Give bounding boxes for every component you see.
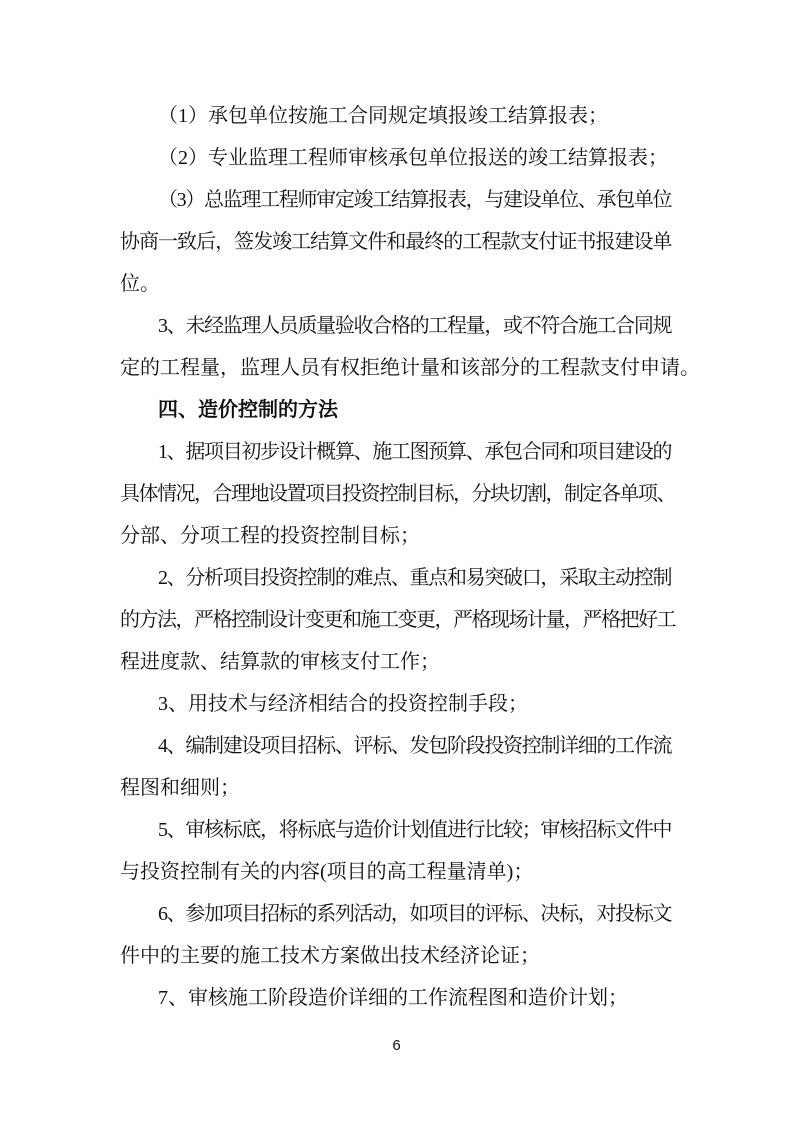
paragraph xyxy=(120,305,700,389)
text-line: 6、参加项目招标的系列活动，如项目的评标、决标，对投标文 xyxy=(158,903,671,925)
text-line: 位。 xyxy=(120,273,160,295)
text-line: 定的工程量，监理人员有权拒绝计量和该部分的工程款支付申请。 xyxy=(120,357,700,379)
paragraph xyxy=(120,809,671,893)
text-line: 程进度款、结算款的审核支付工作； xyxy=(120,651,440,673)
text-line: 5、审核标底，将标底与造价计划值进行比较；审核招标文件中 xyxy=(158,819,671,841)
paragraph xyxy=(120,725,671,809)
text-line: 的方法，严格控制设计变更和施工变更，严格现场计量，严格把好工 xyxy=(120,609,675,631)
paragraph xyxy=(120,95,671,137)
text-line: 分部、分项工程的投资控制目标； xyxy=(120,525,420,547)
paragraph xyxy=(120,683,671,725)
paragraph xyxy=(120,977,671,1019)
text-line: 件中的主要的施工技术方案做出技术经济论证； xyxy=(120,945,540,967)
text-line: 程图和细则； xyxy=(120,777,240,799)
text-line: （1）承包单位按施工合同规定填报竣工结算报表； xyxy=(158,105,608,127)
text-line: 3、未经监理人员质量验收合格的工程量，或不符合施工合同规 xyxy=(158,315,671,337)
text-line: 1、据项目初步设计概算、施工图预算、承包合同和项目建设的 xyxy=(158,441,671,463)
text-line: （2）专业监理工程师审核承包单位报送的竣工结算报表； xyxy=(158,147,668,169)
document-body xyxy=(120,95,700,1019)
text-line: 7、审核施工阶段造价详细的工作流程图和造价计划； xyxy=(158,987,628,1009)
text-line: 协商一致后，签发竣工结算文件和最终的工程款支付证书报建设单 xyxy=(120,231,671,253)
paragraph xyxy=(120,557,675,683)
text-line: 4、编制建设项目招标、评标、发包阶段投资控制详细的工作流 xyxy=(158,735,671,757)
paragraph xyxy=(120,893,671,977)
text-line: 2、分析项目投资控制的难点、重点和易突破口，采取主动控制 xyxy=(158,567,671,589)
section-heading xyxy=(120,389,671,431)
text-line: （3）总监理工程师审定竣工结算报表，与建设单位、承包单位 xyxy=(158,189,671,211)
paragraph xyxy=(120,431,675,557)
text-line: 具体情况，合理地设置项目投资控制目标，分块切割，制定各单项、 xyxy=(120,483,675,505)
section-heading-text: 四、造价控制的方法 xyxy=(158,399,338,421)
text-line: 3、用技术与经济相结合的投资控制手段； xyxy=(158,693,528,715)
page-number: 6 xyxy=(392,1037,401,1054)
paragraph xyxy=(120,137,671,179)
paragraph xyxy=(120,179,671,305)
text-line: 与投资控制有关的内容(项目的高工程量清单)； xyxy=(120,861,534,883)
